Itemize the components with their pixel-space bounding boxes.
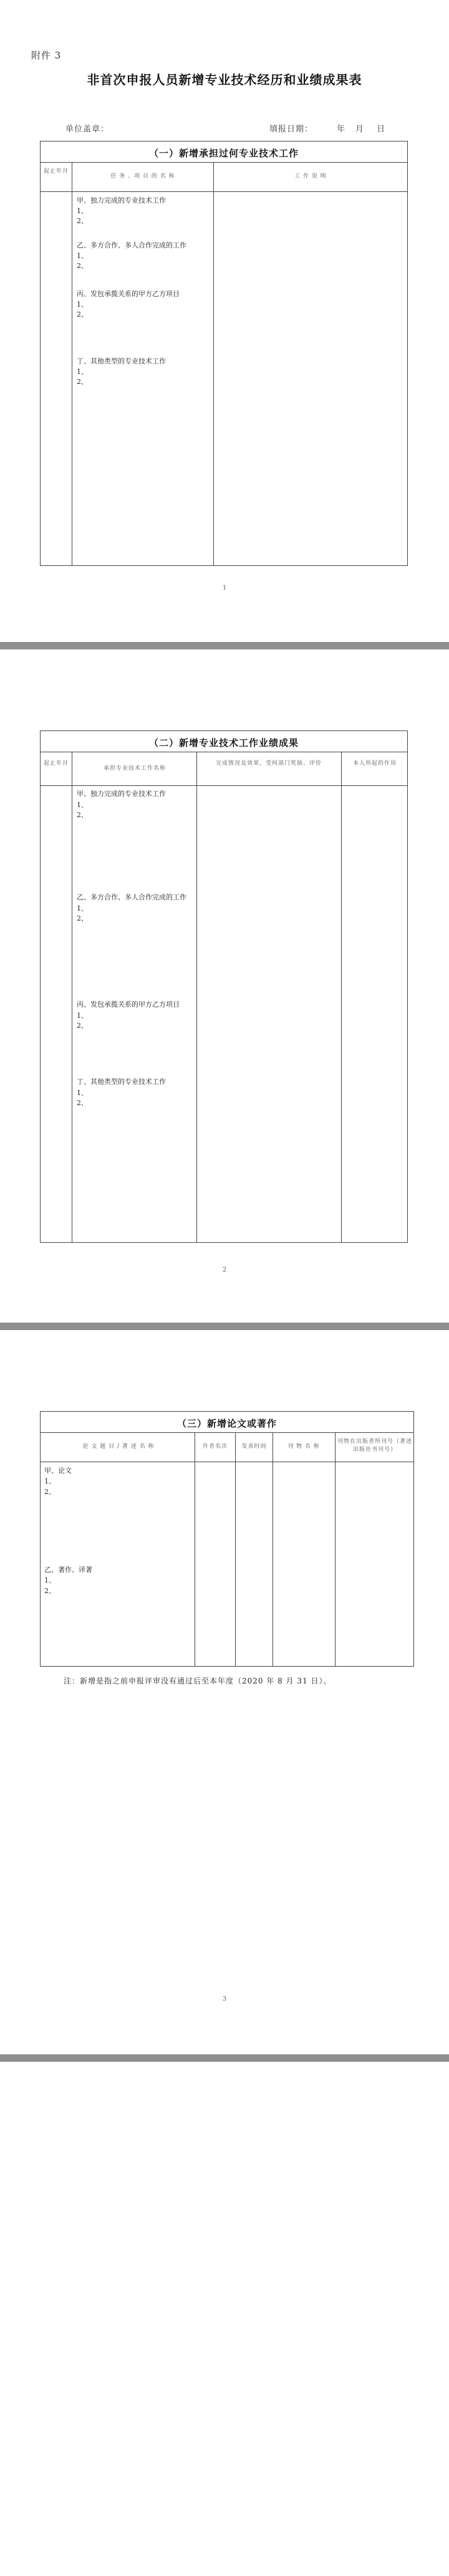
page-separator — [0, 642, 449, 649]
list-item: 2、 — [77, 811, 88, 819]
table-divider — [41, 162, 407, 163]
list-item: 2、 — [44, 1488, 56, 1496]
col-header-task: 承担专业技术工作名称 — [103, 765, 166, 772]
table-divider — [41, 191, 407, 192]
col-header-result: 完成情况及效果，受何部门奖励、评价 — [215, 760, 322, 767]
table-divider — [41, 785, 407, 786]
list-item: 2、 — [77, 1099, 88, 1107]
col-header-period: 起止年月 — [43, 168, 69, 175]
group-label: 甲、独力完成的专业技术工作 — [77, 196, 166, 204]
table-divider — [335, 1432, 336, 1666]
list-item: 1、 — [44, 1576, 56, 1584]
year-label: 年 — [337, 125, 346, 134]
page-separator — [0, 1323, 449, 1330]
col-header-task: 任 务 、项 目 的 名 称 — [110, 173, 175, 180]
list-item: 1、 — [44, 1477, 56, 1485]
page-number: 1 — [222, 585, 227, 591]
list-item: 2、 — [77, 310, 88, 318]
group-label: 乙、多方合作、多人合作完成的工作 — [77, 241, 186, 249]
table-divider — [235, 1432, 236, 1666]
table-divider — [341, 752, 342, 1242]
page-title: 非首次申报人员新增专业技术经历和业绩成果表 — [87, 72, 362, 87]
col-header-title: 论 文 题 目 / 著 述 名 称 — [82, 1444, 155, 1450]
group-label: 甲、论文 — [44, 1467, 72, 1475]
unit-seal-label: 单位盖章： — [65, 125, 110, 134]
list-item: 1、 — [77, 801, 88, 809]
list-item: 2、 — [44, 1587, 56, 1595]
group-label: 丙、发包承揽关系的甲方乙方项目 — [77, 290, 180, 298]
list-item: 1、 — [77, 904, 88, 912]
list-item: 2、 — [77, 217, 88, 225]
list-item: 1、 — [77, 368, 88, 376]
attachment-number: 附件 3 — [31, 50, 62, 61]
group-label: 丙、发包承揽关系的甲方乙方项目 — [77, 1000, 180, 1008]
group-label: 甲、独力完成的专业技术工作 — [77, 790, 166, 798]
section-title: （二）新增专业技术工作业绩成果 — [148, 737, 299, 749]
col-header-period: 起止年月 — [43, 760, 69, 767]
page-1 — [0, 0, 449, 642]
page-number: 2 — [222, 1266, 227, 1273]
section-title: （三）新增论文或著作 — [176, 1418, 277, 1429]
col-header-journal: 刊 物 名 称 — [287, 1444, 320, 1450]
list-item: 1、 — [77, 207, 88, 215]
group-label: 乙、著作、译著 — [44, 1566, 92, 1574]
col-header-pub-date: 发表时间 — [241, 1444, 267, 1450]
section-title: （一）新增承担过何专业技术工作 — [148, 148, 299, 159]
page-separator — [0, 2054, 449, 2062]
col-header-role: 本人所起的作用 — [352, 760, 397, 767]
col-header-issn: 刊物在出版者所刊号（著述出版社书刊号） — [337, 1439, 413, 1453]
list-item: 1、 — [77, 252, 88, 260]
group-label: 乙、多方合作、多人合作完成的工作 — [77, 893, 186, 901]
footnote: 注：新增是指之前申报评审没有通过后至本年度（2020 年 8 月 31 日）。 — [64, 1677, 332, 1685]
achievement-table — [40, 730, 408, 1243]
col-header-desc: 工 作 说 明 — [294, 173, 327, 180]
page-3 — [0, 1330, 449, 2054]
list-item: 1、 — [77, 300, 88, 309]
page-number: 3 — [222, 1996, 227, 2003]
table-divider — [196, 752, 197, 1242]
day-label: 日 — [377, 125, 386, 134]
list-item: 2、 — [77, 378, 88, 386]
list-item: 2、 — [77, 1022, 88, 1030]
group-label: 丁、其他类型的专业技术工作 — [77, 1078, 166, 1086]
month-label: 月 — [355, 125, 365, 134]
fill-date-label: 填报日期： — [269, 125, 314, 134]
table-divider — [41, 1432, 413, 1433]
list-item: 2、 — [77, 914, 88, 922]
table-divider — [213, 162, 214, 565]
col-header-author-rank: 作者名次 — [202, 1444, 228, 1450]
page-4-blank — [0, 2062, 449, 2576]
group-label: 丁、其他类型的专业技术工作 — [77, 357, 166, 365]
page-2 — [0, 649, 449, 1323]
work-history-table — [40, 141, 408, 566]
publications-table — [40, 1411, 414, 1667]
list-item: 2、 — [77, 262, 88, 270]
list-item: 1、 — [77, 1089, 88, 1097]
list-item: 1、 — [77, 1012, 88, 1020]
